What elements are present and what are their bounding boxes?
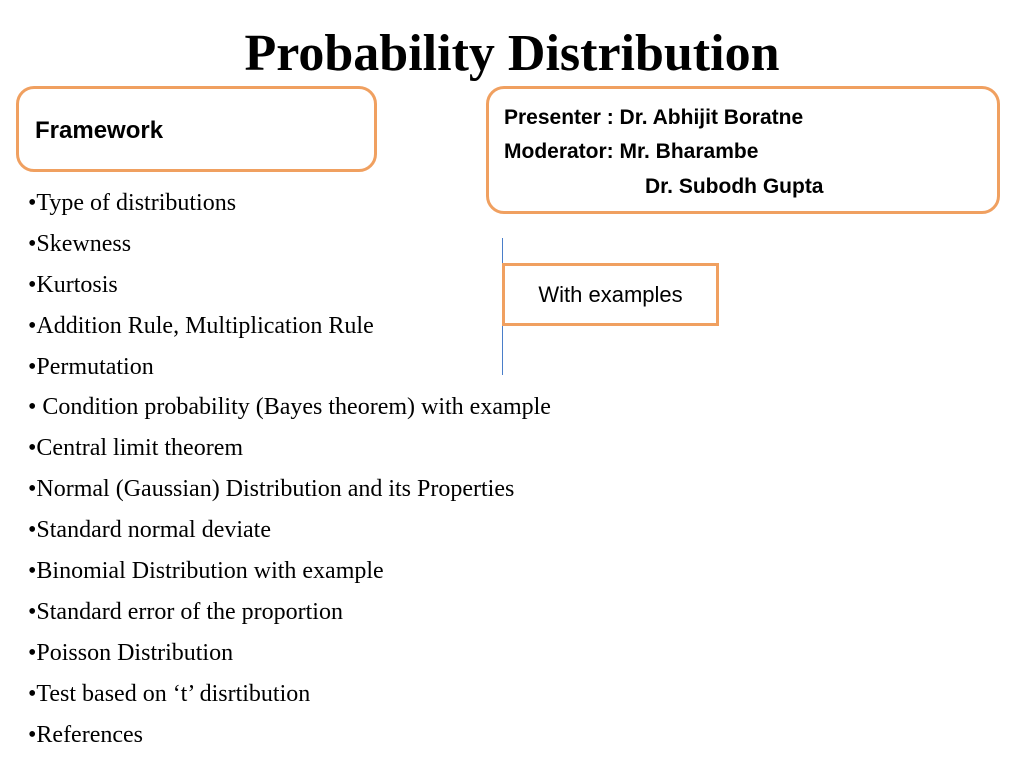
topic-item: • Condition probability (Bayes theorem) with example (28, 394, 551, 421)
topic-item: •Normal (Gaussian) Distribution and its Properties (28, 476, 515, 503)
framework-label: Framework (35, 117, 164, 144)
topic-item: •Standard normal deviate (28, 517, 271, 544)
with-examples-box: With examples (502, 263, 719, 326)
topic-item: •Central limit theorem (28, 435, 244, 462)
framework-box (16, 86, 377, 172)
topic-item: •Type of distributions (28, 190, 237, 216)
topic-item: •Standard error of the proportion (28, 598, 343, 625)
presenter-box (486, 86, 1000, 214)
topic-item: •Kurtosis (28, 271, 118, 298)
moderator-line-2: Dr. Subodh Gupta (645, 175, 824, 198)
topic-item: •Skewness (28, 230, 132, 257)
topic-list (28, 183, 551, 755)
slide-title: Probability Distribution (244, 25, 780, 82)
topic-item: •Addition Rule, Multiplication Rule (28, 312, 374, 339)
topic-item: •References (28, 721, 143, 748)
presenter-line: Presenter : Dr. Abhijit Boratne (504, 106, 804, 129)
topic-item: •Binomial Distribution with example (28, 558, 384, 585)
topic-item: •Permutation (28, 353, 154, 380)
moderator-line: Moderator: Mr. Bharambe (504, 140, 759, 163)
topic-item: •Poisson Distribution (28, 639, 234, 666)
topic-item: •Test based on ‘t’ disrtibution (28, 680, 311, 707)
